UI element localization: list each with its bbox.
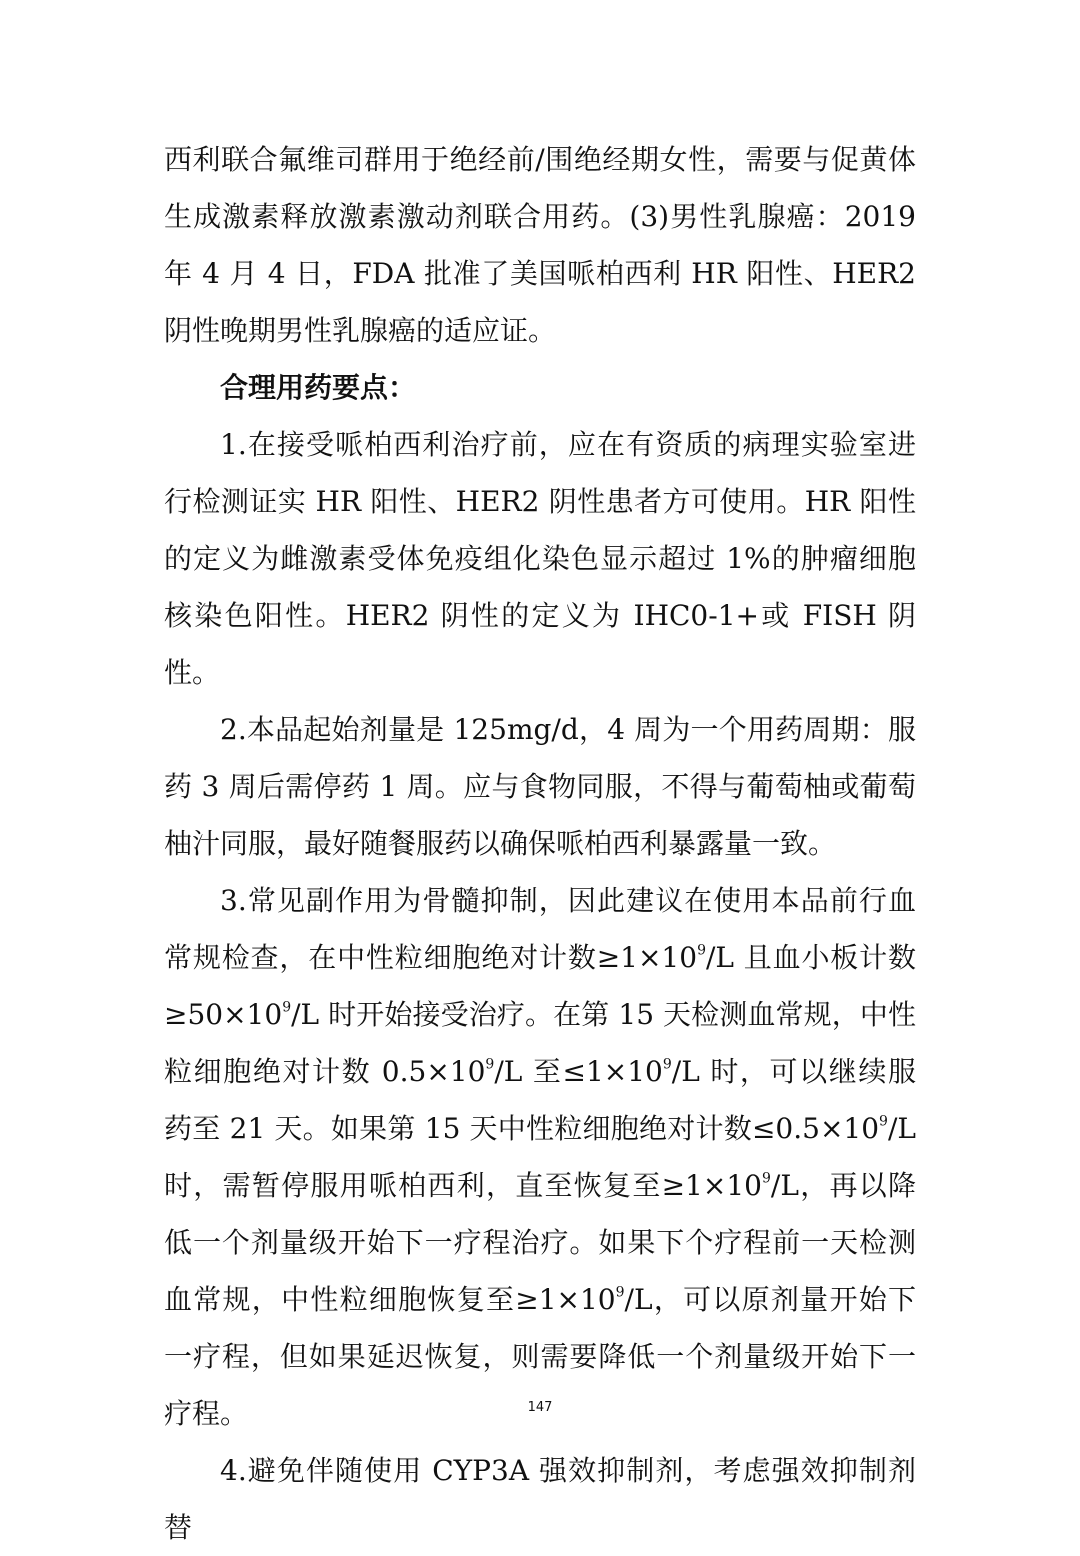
text-segment: /L，可以原剂量开始下一疗程，但如果延迟恢复，则需要降低一个剂量级开始下一疗程。: [164, 1283, 916, 1430]
superscript-exponent: 9: [282, 999, 292, 1016]
superscript-exponent: 9: [761, 1170, 771, 1187]
paragraph-point-1: 1.在接受哌柏西利治疗前，应在有资质的病理实验室进行检测证实 HR 阳性、HER2 阴性患者方可使用。HR 阳性的定义为雌激素受体免疫组化染色显示超过 1%的肿瘤细胞核染色阳性。HER2 阴性的定义为 IHC0-1+或 FISH 阴性。: [164, 428, 916, 689]
paragraph-point-3: [164, 872, 916, 1442]
paragraph-point-2: 2.本品起始剂量是 125mg/d，4 周为一个用药周期：服药 3 周后需停药 1 周。应与食物同服，不得与葡萄柚或葡萄柚汁同服，最好随餐服药以确保哌柏西利暴露量一致。: [164, 713, 916, 860]
superscript-exponent: 9: [662, 1056, 672, 1073]
text-segment: /L 时开始接受治疗。在第 15 天检测血常规，中性粒细胞绝对计数 0.5×10: [164, 998, 916, 1088]
superscript-exponent: 9: [879, 1113, 888, 1130]
text-segment: /L 时，需暂停服用哌柏西利，直至恢复至≥1×10: [164, 1112, 916, 1202]
text-segment: /L，再以降低一个剂量级开始下一疗程治疗。如果下个疗程前一天检测血常规，中性粒细胞恢复至≥1×10: [164, 1169, 916, 1316]
text-segment: /L 至≤1×10: [494, 1055, 663, 1088]
superscript-exponent: 9: [485, 1056, 495, 1073]
page-number: 147: [527, 1400, 553, 1415]
superscript-exponent: 9: [615, 1284, 625, 1301]
document-body: [164, 131, 916, 1556]
section-heading: 合理用药要点：: [220, 371, 417, 404]
superscript-exponent: 9: [697, 942, 706, 959]
paragraph-point-4: 4.避免伴随使用 CYP3A 强效抑制剂，考虑强效抑制剂替: [164, 1454, 916, 1544]
text-segment: /L 时，可以继续服药至 21 天。如果第 15 天中性粒细胞绝对计数≤0.5×10: [164, 1055, 916, 1145]
text-segment: /L 且血小板计数≥50×10: [164, 941, 916, 1031]
paragraph-continuation: 西利联合氟维司群用于绝经前/围绝经期女性，需要与促黄体生成激素释放激素激动剂联合用药。(3)男性乳腺癌：2019年 4 月 4 日，FDA 批准了美国哌柏西利 HR 阳性、HER2 阴性晚期男性乳腺癌的适应证。: [164, 143, 916, 347]
text-segment: 3.常见副作用为骨髓抑制，因此建议在使用本品前行血常规检查，在中性粒细胞绝对计数≥1×10: [164, 884, 916, 974]
